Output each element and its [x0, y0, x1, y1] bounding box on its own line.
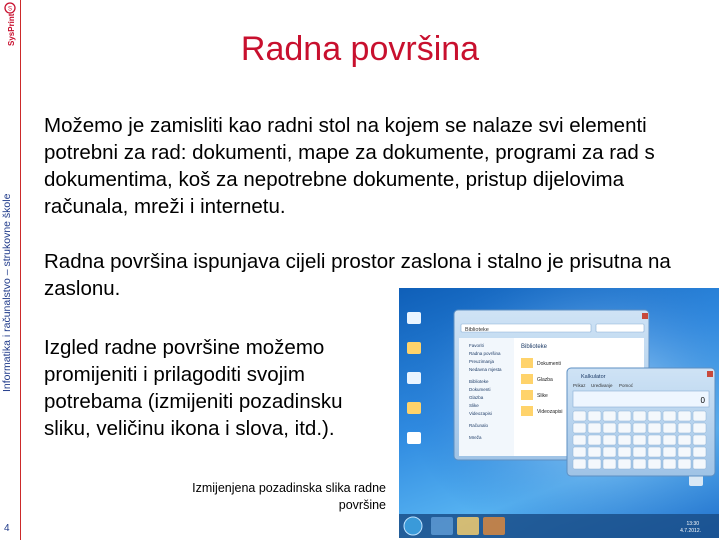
- calculator-keypad: [573, 411, 706, 469]
- svg-text:Biblioteke: Biblioteke: [521, 344, 548, 350]
- documents-desktop-icon: [407, 402, 421, 414]
- svg-text:Prikaz: Prikaz: [573, 383, 586, 388]
- svg-text:Slike: Slike: [469, 403, 479, 408]
- text-file-desktop-icon: [407, 432, 421, 444]
- taskbar-explorer-icon: [457, 517, 479, 535]
- svg-text:Glazba: Glazba: [537, 377, 553, 383]
- calculator-key: [618, 411, 631, 421]
- svg-text:Radna površina: Radna površina: [469, 351, 501, 356]
- calculator-menu: [573, 383, 634, 388]
- calculator-close-icon: [707, 371, 713, 377]
- calculator-key: [603, 447, 616, 457]
- calculator-key: [603, 423, 616, 433]
- taskbar-media-icon: [483, 517, 505, 535]
- svg-text:S: S: [7, 6, 13, 13]
- calculator-display: [573, 391, 709, 407]
- calculator-key: [618, 423, 631, 433]
- svg-text:Pomoć: Pomoć: [619, 383, 634, 388]
- svg-text:0: 0: [700, 396, 705, 405]
- vertical-course-caption: Informatika i računalstvo – strukovne škole: [1, 193, 13, 392]
- calculator-key: [573, 423, 586, 433]
- calculator-key: [588, 459, 601, 469]
- svg-text:Kalkulator: Kalkulator: [581, 374, 606, 380]
- folder-desktop-icon: [407, 342, 421, 354]
- svg-text:Biblioteke: Biblioteke: [469, 379, 489, 384]
- start-button-icon: [404, 517, 422, 535]
- page-number: 4: [4, 523, 10, 534]
- svg-text:Računalo: Računalo: [469, 423, 489, 428]
- calculator-key: [663, 459, 676, 469]
- calculator-window: [567, 368, 715, 476]
- calculator-key: [633, 459, 646, 469]
- svg-text:Dokumenti: Dokumenti: [537, 361, 561, 367]
- taskbar-ie-icon: [431, 517, 453, 535]
- calculator-key: [678, 411, 691, 421]
- network-desktop-icon: [407, 372, 421, 384]
- calculator-key: [678, 459, 691, 469]
- calculator-key: [693, 435, 706, 445]
- calculator-key: [693, 447, 706, 457]
- slide-title: Radna površina: [240, 30, 480, 68]
- calculator-key: [663, 411, 676, 421]
- computer-desktop-icon: [407, 312, 421, 324]
- svg-text:Biblioteke: Biblioteke: [465, 327, 489, 333]
- svg-text:Dokumenti: Dokumenti: [469, 387, 491, 392]
- paragraph-fills-screen: Radna površina ispunjava cijeli prostor zaslona i stalno je prisutna na zaslonu.: [44, 250, 671, 300]
- calculator-key: [648, 435, 661, 445]
- desktop-screenshot: [399, 288, 719, 538]
- calculator-key: [663, 435, 676, 445]
- desktop-illustration: [399, 288, 719, 538]
- svg-text:13:30: 13:30: [686, 521, 699, 527]
- calculator-key: [633, 435, 646, 445]
- paragraph-customize: Izgled radne površine možemo promijeniti i prilagoditi svojim potrebama (izmijeniti pozadinsku sliku, veličinu ikona i slova, itd.).: [44, 336, 343, 440]
- calculator-key: [588, 447, 601, 457]
- calculator-key: [573, 435, 586, 445]
- svg-text:Videozapisi: Videozapisi: [469, 411, 492, 416]
- calculator-key: [633, 411, 646, 421]
- calculator-key: [603, 411, 616, 421]
- calculator-key: [588, 435, 601, 445]
- calculator-key: [663, 423, 676, 433]
- explorer-close-icon: [642, 313, 648, 319]
- image-caption: Izmijenjena pozadinska slika radne površine: [192, 481, 386, 512]
- calculator-key: [618, 435, 631, 445]
- calculator-key: [663, 447, 676, 457]
- calculator-key: [693, 411, 706, 421]
- calculator-key: [573, 459, 586, 469]
- svg-text:Nedavna mjesta: Nedavna mjesta: [469, 367, 502, 372]
- svg-text:4.7.2012.: 4.7.2012.: [680, 528, 701, 534]
- calculator-key: [648, 423, 661, 433]
- calculator-key: [618, 459, 631, 469]
- calculator-key: [573, 447, 586, 457]
- svg-text:Favoriti: Favoriti: [469, 343, 484, 348]
- calculator-key: [588, 423, 601, 433]
- calculator-key: [633, 423, 646, 433]
- paragraph-desk-metaphor: Možemo je zamisliti kao radni stol na kojem se nalaze svi elementi potrebni za rad: dokumenti, mape za dokumente, programi za rad s dokumentima, koš za nepotrebne dokumente, pristup dijelovima računala, mreži i internetu.: [44, 114, 655, 218]
- svg-text:Preuzimanja: Preuzimanja: [469, 359, 495, 364]
- calculator-key: [678, 435, 691, 445]
- svg-text:Glazba: Glazba: [469, 395, 484, 400]
- svg-text:Slike: Slike: [537, 393, 548, 399]
- explorer-search-box: [596, 324, 644, 332]
- calculator-key: [693, 423, 706, 433]
- svg-text:SysPrint: SysPrint: [7, 13, 16, 46]
- calculator-key: [648, 411, 661, 421]
- calculator-key: [648, 447, 661, 457]
- calculator-key: [618, 447, 631, 457]
- svg-text:Videozapisi: Videozapisi: [537, 409, 563, 415]
- sidebar-divider: [20, 0, 21, 540]
- calculator-key: [573, 411, 586, 421]
- svg-text:Mreža: Mreža: [469, 435, 482, 440]
- calculator-key: [678, 423, 691, 433]
- svg-text:Uređivanje: Uređivanje: [591, 383, 613, 388]
- calculator-key: [678, 447, 691, 457]
- calculator-key: [648, 459, 661, 469]
- calculator-key: [603, 459, 616, 469]
- calculator-key: [588, 411, 601, 421]
- calculator-key: [633, 447, 646, 457]
- taskbar: [399, 514, 719, 538]
- calculator-key: [603, 435, 616, 445]
- calculator-key: [693, 459, 706, 469]
